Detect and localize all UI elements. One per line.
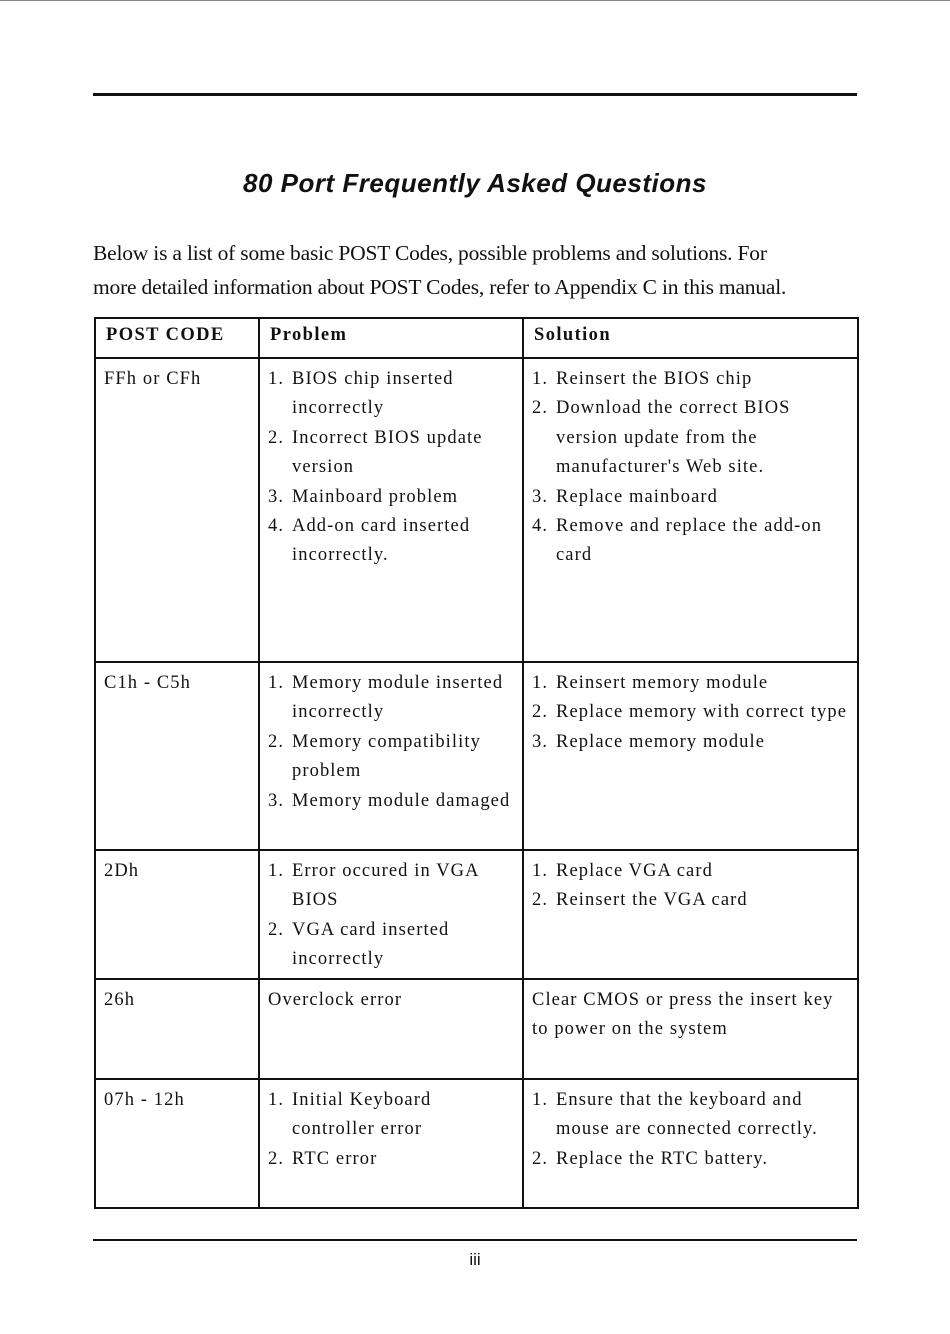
solution-item bbox=[532, 512, 849, 571]
item-number: 1. bbox=[532, 369, 549, 389]
item-text: BIOS chip inserted incorrectly bbox=[292, 369, 454, 419]
header-solution: Solution bbox=[523, 318, 858, 358]
solution-item bbox=[532, 886, 849, 915]
problem-text: Overclock error bbox=[268, 990, 403, 1010]
item-number: 4. bbox=[532, 516, 549, 537]
table-row bbox=[95, 1079, 858, 1208]
problem-item bbox=[268, 916, 514, 975]
header-problem: Problem bbox=[259, 318, 523, 358]
item-number: 3. bbox=[532, 486, 549, 507]
item-number: 3. bbox=[532, 731, 549, 752]
problem-cell bbox=[259, 662, 523, 850]
problem-cell bbox=[259, 1079, 523, 1208]
table-row bbox=[95, 979, 858, 1079]
problem-cell bbox=[259, 358, 523, 662]
item-number: 3. bbox=[268, 486, 285, 507]
solution-item bbox=[532, 365, 849, 394]
intro-line-1: Below is a list of some basic POST Codes, possible problems and solutions. For bbox=[93, 241, 767, 265]
solution-cell bbox=[523, 979, 858, 1079]
header-rule bbox=[93, 93, 857, 96]
problem-item bbox=[268, 424, 514, 483]
footer-rule bbox=[93, 1239, 857, 1241]
item-text: Reinsert the BIOS chip bbox=[556, 369, 753, 389]
page-top-edge bbox=[0, 0, 950, 1]
problem-item bbox=[268, 483, 514, 512]
solution-item bbox=[532, 669, 849, 698]
item-text: Memory module inserted incorrectly bbox=[292, 673, 504, 723]
item-text: Remove and replace the add-on card bbox=[556, 516, 823, 566]
solution-cell bbox=[523, 358, 858, 662]
item-text: Replace the RTC battery. bbox=[556, 1148, 769, 1169]
solution-item bbox=[532, 1086, 849, 1145]
item-number: 1. bbox=[268, 369, 285, 389]
post-code-value: C1h - C5h bbox=[104, 673, 191, 693]
post-code-cell bbox=[95, 979, 259, 1079]
page-number: iii bbox=[469, 1250, 481, 1269]
item-text: Download the correct BIOS version update from the manufacturer's Web site. bbox=[556, 398, 791, 478]
solution-item bbox=[532, 394, 849, 482]
intro-line-2: more detailed information about POST Codes, refer to Appendix C in this manual. bbox=[93, 275, 787, 299]
table-row bbox=[95, 358, 858, 662]
item-number: 1. bbox=[532, 861, 549, 881]
item-number: 2. bbox=[532, 890, 549, 911]
solution-text: Clear CMOS or press the insert key to power on the system bbox=[532, 990, 834, 1040]
item-number: 2. bbox=[268, 919, 285, 940]
post-code-cell bbox=[95, 850, 259, 979]
item-number: 2. bbox=[532, 398, 549, 419]
item-number: 2. bbox=[268, 427, 285, 448]
problem-item bbox=[268, 787, 514, 816]
solution-item bbox=[532, 1145, 849, 1174]
solution-item bbox=[532, 728, 849, 757]
post-code-table bbox=[94, 317, 859, 1209]
item-text: Replace mainboard bbox=[556, 486, 719, 507]
problem-item bbox=[268, 669, 514, 728]
item-text: Memory compatibility problem bbox=[292, 731, 481, 782]
solution-cell bbox=[523, 1079, 858, 1208]
item-number: 2. bbox=[532, 1148, 549, 1169]
intro-paragraph bbox=[93, 236, 863, 304]
post-code-cell bbox=[95, 358, 259, 662]
post-code-cell bbox=[95, 662, 259, 850]
solution-item bbox=[532, 857, 849, 886]
item-number: 1. bbox=[268, 861, 285, 881]
table-row bbox=[95, 850, 858, 979]
problem-cell bbox=[259, 850, 523, 979]
post-code-value: FFh or CFh bbox=[104, 369, 202, 389]
item-number: 4. bbox=[268, 516, 285, 537]
item-text: Error occured in VGA BIOS bbox=[292, 861, 479, 911]
item-number: 2. bbox=[268, 731, 285, 752]
solution-item bbox=[532, 483, 849, 512]
problem-item bbox=[268, 1145, 514, 1174]
problem-item bbox=[268, 857, 514, 916]
solution-item bbox=[532, 698, 849, 727]
item-text: Reinsert memory module bbox=[556, 673, 769, 693]
item-number: 2. bbox=[268, 1148, 285, 1169]
item-text: RTC error bbox=[292, 1148, 378, 1169]
item-number: 3. bbox=[268, 790, 285, 811]
item-text: Initial Keyboard controller error bbox=[292, 1090, 432, 1140]
item-number: 1. bbox=[268, 673, 285, 693]
solution-cell bbox=[523, 662, 858, 850]
table-row bbox=[95, 662, 858, 850]
item-number: 1. bbox=[532, 673, 549, 693]
header-post-code: POST CODE bbox=[95, 318, 259, 358]
page-title: 80 Port Frequently Asked Questions bbox=[243, 168, 707, 198]
problem-item bbox=[268, 728, 514, 787]
item-text: Replace memory with correct type bbox=[556, 702, 848, 723]
post-code-cell bbox=[95, 1079, 259, 1208]
problem-item bbox=[268, 512, 514, 571]
item-number: 1. bbox=[268, 1090, 285, 1110]
solution-cell bbox=[523, 850, 858, 979]
problem-item bbox=[268, 1086, 514, 1145]
table-header-row bbox=[95, 318, 858, 358]
problem-item bbox=[268, 365, 514, 424]
item-text: Ensure that the keyboard and mouse are connected correctly. bbox=[556, 1090, 818, 1140]
post-code-value: 07h - 12h bbox=[104, 1090, 185, 1110]
item-text: Memory module damaged bbox=[292, 790, 511, 811]
item-text: Replace memory module bbox=[556, 731, 766, 752]
item-number: 1. bbox=[532, 1090, 549, 1110]
item-text: Add-on card inserted incorrectly. bbox=[292, 516, 471, 566]
item-number: 2. bbox=[532, 702, 549, 723]
item-text: Reinsert the VGA card bbox=[556, 890, 748, 911]
item-text: Mainboard problem bbox=[292, 486, 459, 507]
item-text: Incorrect BIOS update version bbox=[292, 427, 483, 478]
item-text: VGA card inserted incorrectly bbox=[292, 919, 450, 970]
post-code-value: 26h bbox=[104, 990, 136, 1010]
problem-cell bbox=[259, 979, 523, 1079]
item-text: Replace VGA card bbox=[556, 861, 713, 881]
post-code-value: 2Dh bbox=[104, 861, 140, 881]
